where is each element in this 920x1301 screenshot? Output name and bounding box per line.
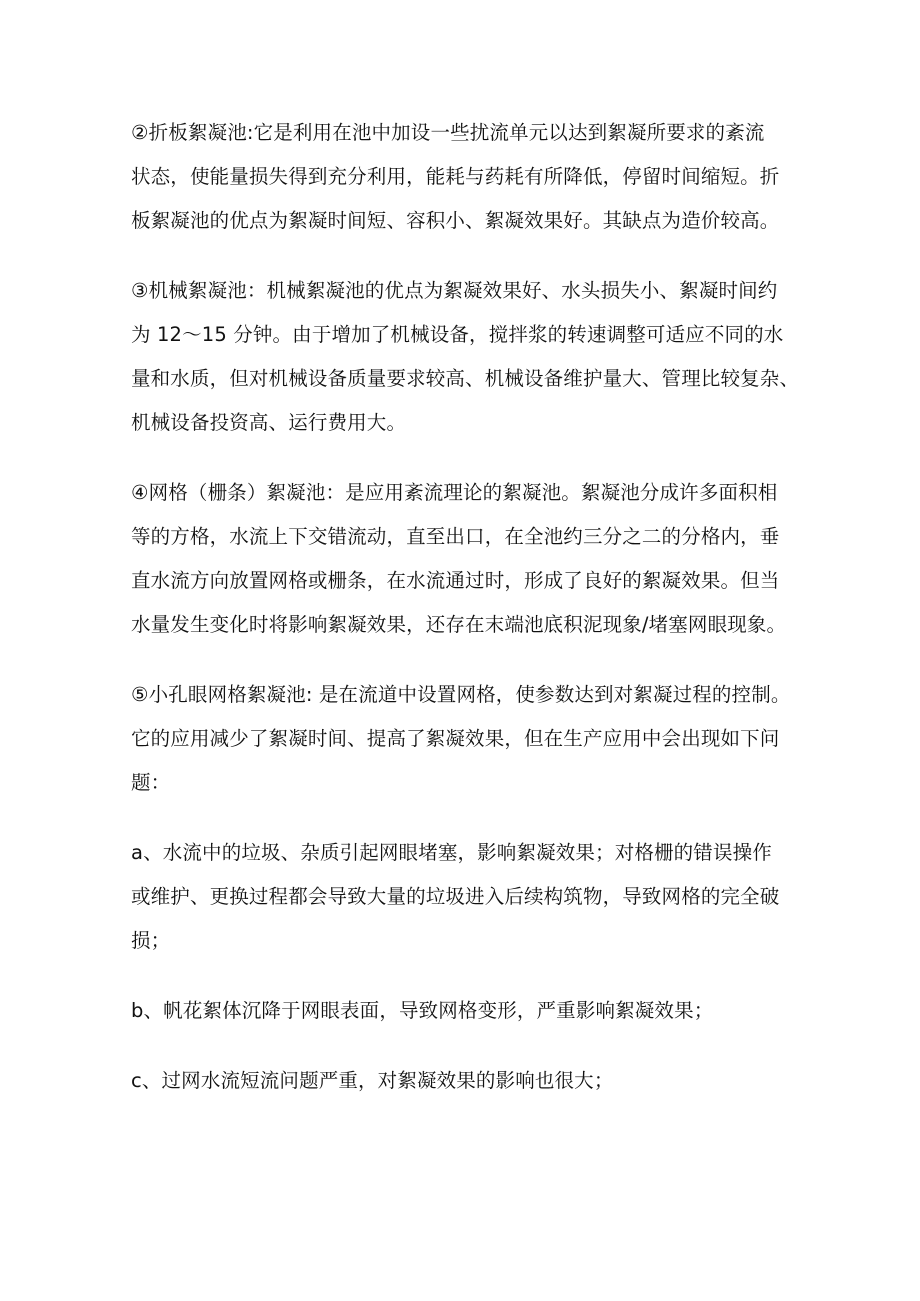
- text-line: 损；: [131, 929, 171, 952]
- text-line: 水量发生变化时将影响絮凝效果，还存在末端池底积泥现象/堵塞网眼现象。: [131, 613, 787, 636]
- paragraph-gap: [131, 243, 811, 269]
- text-line: 量和水质，但对机械设备质量要求较高、机械设备维护量大、管理比较复杂、: [131, 367, 800, 390]
- paragraph-folded-plate-flocculation: [131, 111, 811, 243]
- text-line: c、过网水流短流问题严重，对絮凝效果的影响也很大；: [131, 1069, 614, 1092]
- text-line: b、帆花絮体沉降于网眼表面，导致网格变形，严重影响絮凝效果；: [131, 999, 714, 1022]
- text-line: ④网格（栅条）絮凝池：是应用紊流理论的絮凝池。絮凝池分成许多面积相: [131, 481, 778, 504]
- paragraph-gap: [131, 805, 811, 831]
- paragraph-grid-flocculation: [131, 471, 811, 647]
- text-line: ⑤小孔眼网格絮凝池: 是在流道中设置网格，使参数达到对絮凝过程的控制。: [131, 683, 791, 706]
- paragraph-issue-a: [131, 831, 811, 963]
- paragraph-issue-b: [131, 989, 811, 1033]
- text-line: 直水流方向放置网格或栅条，在水流通过时，形成了良好的絮凝效果。但当: [131, 569, 780, 592]
- text-line: 板絮凝池的优点为絮凝时间短、容积小、絮凝效果好。其缺点为造价较高。: [131, 209, 780, 232]
- paragraph-gap: [131, 647, 811, 673]
- text-line: ②折板絮凝池:它是利用在池中加设一些扰流单元以达到絮凝所要求的紊流: [131, 121, 765, 144]
- text-line: 机械设备投资高、运行费用大。: [131, 411, 407, 434]
- text-line: 状态，使能量损失得到充分利用，能耗与药耗有所降低，停留时间缩短。折: [131, 165, 780, 188]
- text-line: ③机械絮凝池：机械絮凝池的优点为絮凝效果好、水头损失小、絮凝时间约: [131, 279, 778, 302]
- text-line: 或维护、更换过程都会导致大量的垃圾进入后续构筑物，导致网格的完全破: [131, 885, 780, 908]
- text-line: 题：: [131, 771, 171, 794]
- paragraph-gap: [131, 963, 811, 989]
- paragraph-gap: [131, 445, 811, 471]
- paragraph-mechanical-flocculation: [131, 269, 811, 445]
- paragraph-small-hole-grid-flocculation: [131, 673, 811, 805]
- paragraph-gap: [131, 1033, 811, 1059]
- text-line: 为 12～15 分钟。由于增加了机械设备，搅拌浆的转速调整可适应不同的水: [131, 323, 784, 346]
- document-body: [131, 111, 811, 1103]
- text-line: 等的方格，水流上下交错流动，直至出口，在全池约三分之二的分格内，垂: [131, 525, 780, 548]
- text-line: a、水流中的垃圾、杂质引起网眼堵塞，影响絮凝效果；对格栅的错误操作: [131, 841, 772, 864]
- text-line: 它的应用减少了絮凝时间、提高了絮凝效果，但在生产应用中会出现如下问: [131, 727, 780, 750]
- paragraph-issue-c: [131, 1059, 811, 1103]
